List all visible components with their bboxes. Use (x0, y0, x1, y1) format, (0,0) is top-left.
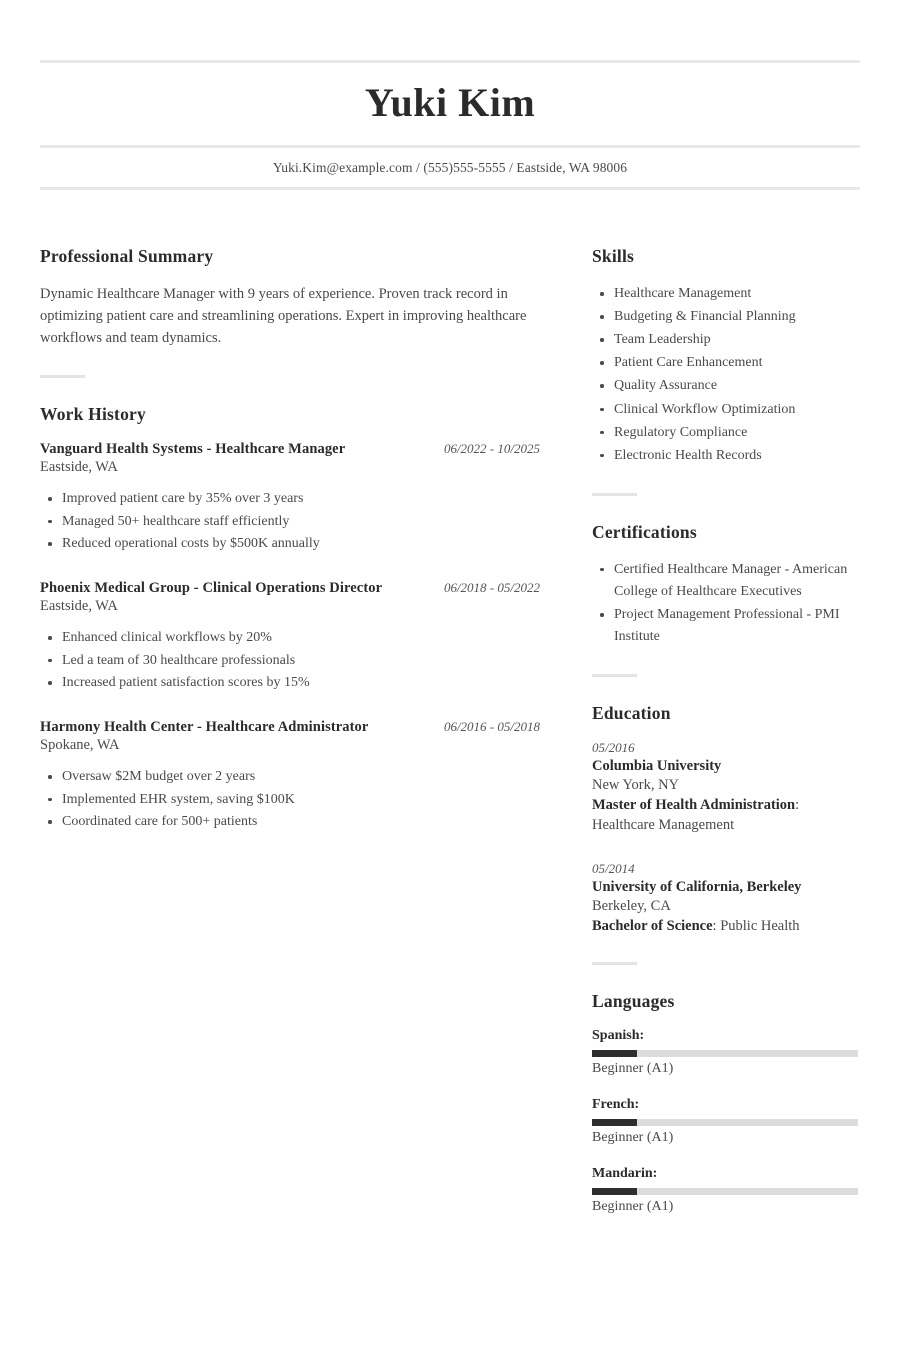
list-item: Oversaw $2M budget over 2 years (40, 766, 540, 789)
section-work-history (40, 404, 540, 834)
education-entry (592, 861, 860, 936)
list-item: Project Management Professional - PMI Institute (592, 604, 860, 648)
language-proficiency-fill (592, 1119, 637, 1126)
education-school: University of California, Berkeley (592, 879, 802, 896)
education-heading: Education (592, 703, 671, 724)
language-level: Beginner (A1) (592, 1061, 674, 1077)
list-item: Increased patient satisfaction scores by 15% (40, 672, 540, 695)
list-item: Implemented EHR system, saving $100K (40, 789, 540, 812)
language-proficiency-bar (592, 1188, 858, 1195)
list-item: Quality Assurance (592, 375, 860, 397)
contact-line: Yuki.Kim@example.com / (555)555-5555 / Eastside, WA 98006 (272, 160, 628, 175)
education-location: New York, NY (592, 777, 680, 794)
job-dates: 06/2018 - 05/2022 (443, 580, 540, 596)
section-languages (592, 991, 860, 1215)
list-item: Clinical Workflow Optimization (592, 399, 860, 421)
job-location: Eastside, WA (40, 598, 118, 615)
language-name: French: (592, 1097, 640, 1113)
section-certifications (592, 522, 860, 648)
education-degree-name: Bachelor of Science (592, 917, 713, 934)
job-title: Phoenix Medical Group - Clinical Operations Director (40, 580, 383, 597)
language-entry (592, 1166, 860, 1215)
section-divider (592, 962, 637, 965)
left-column (40, 246, 540, 834)
job-title: Vanguard Health Systems - Healthcare Manager (40, 441, 346, 458)
section-divider (40, 375, 85, 378)
list-item: Regulatory Compliance (592, 422, 860, 444)
section-professional-summary (40, 246, 540, 349)
section-divider (592, 674, 637, 677)
list-item: Enhanced clinical workflows by 20% (40, 627, 540, 650)
language-proficiency-fill (592, 1188, 637, 1195)
job-header (40, 441, 540, 458)
section-education (592, 703, 860, 936)
list-item: Certified Healthcare Manager - American College of Healthcare Executives (592, 559, 860, 603)
languages-heading: Languages (592, 991, 675, 1012)
list-item: Healthcare Management (592, 283, 860, 305)
job-location: Eastside, WA (40, 459, 118, 476)
page-title: Yuki Kim (364, 80, 536, 125)
list-item: Improved patient care by 35% over 3 years (40, 488, 540, 511)
education-degree-field: Healthcare Management (592, 816, 735, 833)
education-degree-field: Public Health (720, 917, 800, 934)
language-proficiency-bar (592, 1050, 858, 1057)
section-skills (592, 246, 860, 467)
list-item: Led a team of 30 healthcare professionals (40, 650, 540, 673)
education-date: 05/2016 (592, 740, 635, 756)
list-item: Team Leadership (592, 329, 860, 351)
education-date: 05/2014 (592, 861, 635, 877)
list-item: Reduced operational costs by $500K annually (40, 533, 540, 556)
language-level: Beginner (A1) (592, 1130, 674, 1146)
work-history-entry (40, 441, 540, 556)
skills-heading: Skills (592, 246, 635, 266)
header-top-rule (40, 60, 860, 63)
job-title: Harmony Health Center - Healthcare Administrator (40, 719, 369, 736)
right-column (592, 246, 860, 1215)
language-proficiency-bar (592, 1119, 858, 1126)
language-entry (592, 1097, 860, 1146)
list-item: Electronic Health Records (592, 445, 860, 467)
job-bullet-list (40, 627, 540, 695)
education-entry (592, 740, 860, 835)
education-degree: Bachelor of Science: Public Health (592, 917, 800, 934)
certifications-list (592, 559, 860, 648)
education-location: Berkeley, CA (592, 898, 671, 915)
skills-list (592, 283, 860, 467)
list-item: Budgeting & Financial Planning (592, 306, 860, 328)
section-divider (592, 493, 637, 496)
job-header (40, 580, 540, 597)
language-name: Spanish: (592, 1028, 645, 1044)
list-item: Patient Care Enhancement (592, 352, 860, 374)
work-history-entry (40, 719, 540, 834)
language-proficiency-fill (592, 1050, 637, 1057)
work-history-heading: Work History (40, 404, 146, 425)
language-name: Mandarin: (592, 1166, 658, 1182)
job-bullet-list (40, 488, 540, 556)
resume-body (40, 246, 860, 1215)
summary-heading: Professional Summary (40, 246, 214, 266)
education-school: Columbia University (592, 758, 722, 775)
resume-header (40, 0, 860, 190)
job-header (40, 719, 540, 736)
job-dates: 06/2022 - 10/2025 (443, 441, 540, 457)
job-location: Spokane, WA (40, 737, 120, 754)
summary-text: Dynamic Healthcare Manager with 9 years of experience. Proven track record in optimizing patient care and streamlining operations. Expert in improving healthcare workflows and team dynamics. (40, 286, 527, 347)
job-bullet-list (40, 766, 540, 834)
list-item: Managed 50+ healthcare staff efficiently (40, 511, 540, 534)
education-degree: Master of Health Administration: Healthcare Management (592, 797, 800, 833)
header-bottom-rule (40, 187, 860, 190)
language-entry (592, 1028, 860, 1077)
language-level: Beginner (A1) (592, 1199, 674, 1215)
education-degree-name: Master of Health Administration (592, 797, 796, 813)
list-item: Coordinated care for 500+ patients (40, 811, 540, 834)
certifications-heading: Certifications (592, 521, 697, 542)
work-history-entry (40, 580, 540, 695)
job-dates: 06/2016 - 05/2018 (443, 719, 540, 735)
